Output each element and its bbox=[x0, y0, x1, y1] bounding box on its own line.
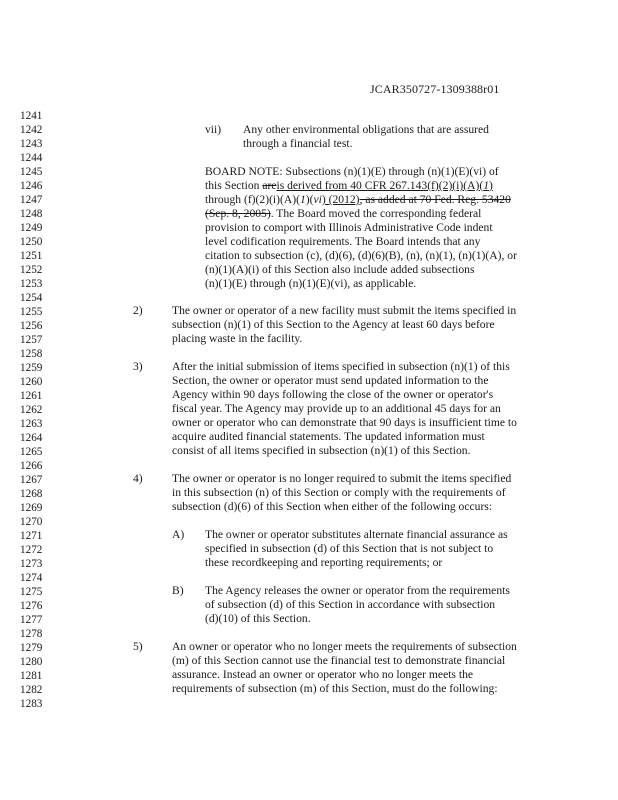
line-number: 1279 bbox=[20, 642, 43, 654]
line-number: 1247 bbox=[20, 194, 43, 206]
paragraph-marker: B) bbox=[172, 584, 184, 597]
line-number: 1259 bbox=[20, 362, 43, 374]
line-number: 1271 bbox=[20, 530, 43, 542]
line-number: 1268 bbox=[20, 488, 43, 500]
struck-text: are bbox=[262, 179, 277, 192]
paragraph-line: placing waste in the facility. bbox=[172, 332, 303, 345]
line-number: 1251 bbox=[20, 250, 43, 262]
line-number: 1283 bbox=[20, 698, 43, 710]
item-vii-marker: vii) bbox=[205, 123, 222, 136]
line-number: 1281 bbox=[20, 670, 43, 682]
line-number: 1252 bbox=[20, 264, 43, 276]
paragraph-line: requirements of subsection (m) of this Section, must do the following: bbox=[172, 682, 498, 695]
paragraph-line: An owner or operator who no longer meets the requirements of subsection bbox=[172, 640, 517, 653]
paragraph-line: consist of all items specified in subsection (n)(1) of this Section. bbox=[172, 444, 471, 457]
paragraph-line: fiscal year. The Agency may provide up to an additional 45 days for an bbox=[172, 402, 501, 415]
paragraph-line: subsection (d)(6) of this Section when either of the following occurs: bbox=[172, 500, 493, 513]
struck-text: , as added at 70 Fed. Reg. 53420 bbox=[359, 193, 511, 206]
added-text: ) (2012) bbox=[321, 193, 360, 206]
line-number: 1248 bbox=[20, 208, 43, 220]
board-note-line: through (f)(2)(i)(A)(1)(vi) (2012), as added at 70 Fed. Reg. 53420 bbox=[205, 193, 511, 206]
line-number: 1278 bbox=[20, 628, 43, 640]
paragraph-marker: 3) bbox=[133, 360, 143, 373]
struck-text: (Sep. 8, 2005) bbox=[205, 207, 271, 220]
line-number: 1282 bbox=[20, 684, 43, 696]
line-number: 1243 bbox=[20, 138, 43, 150]
line-number: 1249 bbox=[20, 222, 43, 234]
line-number: 1244 bbox=[20, 152, 43, 164]
line-number: 1256 bbox=[20, 320, 43, 332]
board-note-line: provision to comport with Illinois Administrative Code indent bbox=[205, 221, 493, 234]
paragraph-line: of subsection (d) of this Section in accordance with subsection bbox=[205, 598, 496, 611]
line-number: 1253 bbox=[20, 278, 43, 290]
paragraph-line: (m) of this Section cannot use the financial test to demonstrate financial bbox=[172, 654, 506, 667]
paragraph-line: assurance. Instead an owner or operator who no longer meets the bbox=[172, 668, 474, 681]
line-number: 1263 bbox=[20, 418, 43, 430]
board-note-line: citation to subsection (c), (d)(6), (d)(6)(B), (n), (n)(1), (n)(1)(A), or bbox=[205, 249, 517, 262]
item-vii-line: through a financial test. bbox=[243, 137, 353, 150]
board-note-line: this Section areis derived from 40 CFR 267.143(f)(2)(i)(A)(1) bbox=[205, 179, 493, 192]
paragraph-marker: 4) bbox=[133, 472, 143, 485]
line-number: 1267 bbox=[20, 474, 43, 486]
paragraph-marker: 5) bbox=[133, 640, 143, 653]
line-number: 1273 bbox=[20, 558, 43, 570]
line-number: 1250 bbox=[20, 236, 43, 248]
line-number: 1270 bbox=[20, 516, 43, 528]
document-header-id: JCAR350727-1309388r01 bbox=[370, 82, 500, 96]
line-number: 1276 bbox=[20, 600, 43, 612]
line-number: 1245 bbox=[20, 166, 43, 178]
paragraph-marker: 2) bbox=[133, 304, 143, 317]
line-number: 1264 bbox=[20, 432, 43, 444]
board-note-line: level codification requirements. The Board intends that any bbox=[205, 235, 481, 248]
board-note-line: (n)(1)(E) through (n)(1)(E)(vi), as applicable. bbox=[205, 277, 417, 290]
line-number: 1265 bbox=[20, 446, 43, 458]
item-vii-line: Any other environmental obligations that are assured bbox=[243, 123, 489, 136]
paragraph-line: (d)(10) of this Section. bbox=[205, 612, 311, 625]
line-number: 1275 bbox=[20, 586, 43, 598]
added-text: is derived from 40 CFR 267.143(f)(2)(i)(A)( bbox=[276, 179, 484, 192]
line-number: 1272 bbox=[20, 544, 43, 556]
line-number: 1280 bbox=[20, 656, 43, 668]
paragraph-line: subsection (n)(1) of this Section to the Agency at least 60 days before bbox=[172, 318, 495, 331]
line-number: 1266 bbox=[20, 460, 43, 472]
board-note-line: (Sep. 8, 2005). The Board moved the corresponding federal bbox=[205, 207, 482, 220]
line-number: 1277 bbox=[20, 614, 43, 626]
paragraph-line: these recordkeeping and reporting requirements; or bbox=[205, 556, 443, 569]
line-number: 1262 bbox=[20, 404, 43, 416]
line-number: 1241 bbox=[20, 110, 43, 122]
paragraph-line: The owner or operator substitutes alternate financial assurance as bbox=[205, 528, 508, 541]
line-number: 1260 bbox=[20, 376, 43, 388]
paragraph-line: Section, the owner or operator must send updated information to the bbox=[172, 374, 489, 387]
line-number: 1257 bbox=[20, 334, 43, 346]
line-number: 1246 bbox=[20, 180, 43, 192]
paragraph-line: owner or operator who can demonstrate that 90 days is insufficient time to bbox=[172, 416, 517, 429]
line-number: 1261 bbox=[20, 390, 43, 402]
paragraph-line: After the initial submission of items specified in subsection (n)(1) of this bbox=[172, 360, 510, 373]
paragraph-line: specified in subsection (d) of this Section that is not subject to bbox=[205, 542, 494, 555]
line-number: 1255 bbox=[20, 306, 43, 318]
paragraph-line: acquire audited financial statements. The updated information must bbox=[172, 430, 485, 443]
line-number: 1258 bbox=[20, 348, 43, 360]
line-number: 1269 bbox=[20, 502, 43, 514]
board-note-line: BOARD NOTE: Subsections (n)(1)(E) through (n)(1)(E)(vi) of bbox=[205, 165, 499, 178]
paragraph-line: The Agency releases the owner or operator from the requirements bbox=[205, 584, 510, 597]
paragraph-line: in this subsection (n) of this Section or comply with the requirements of bbox=[172, 486, 506, 499]
paragraph-line: Agency within 90 days following the close of the owner or operator's bbox=[172, 388, 494, 401]
line-number: 1274 bbox=[20, 572, 43, 584]
line-number: 1242 bbox=[20, 124, 43, 136]
paragraph-line: The owner or operator of a new facility must submit the items specified in bbox=[172, 304, 517, 317]
line-number: 1254 bbox=[20, 292, 43, 304]
paragraph-marker: A) bbox=[172, 528, 185, 541]
paragraph-line: The owner or operator is no longer required to submit the items specified bbox=[172, 472, 512, 485]
board-note-line: (n)(1)(A)(i) of this Section also include added subsections bbox=[205, 263, 475, 276]
